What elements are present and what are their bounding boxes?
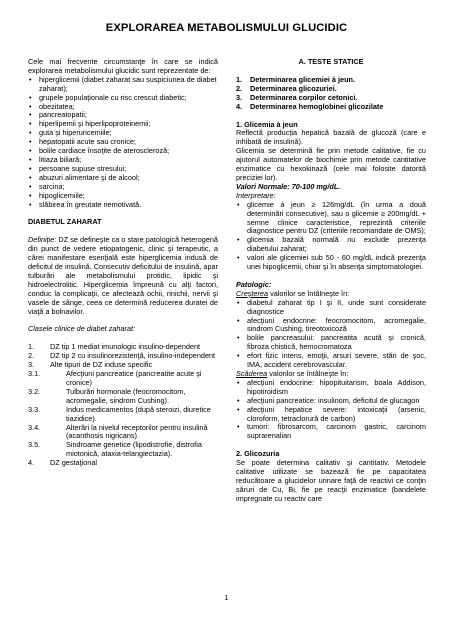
list-item: • slăbirea în greutate nemotivată.	[28, 201, 218, 210]
list-item: • grupele populaţionale cu risc crescut diabetic;	[28, 94, 218, 103]
list-item: 1. Determinarea glicemiei à jeun.	[236, 74, 356, 84]
interpretation-label: Interpretare:	[236, 190, 276, 200]
definition-paragraph	[28, 236, 218, 316]
list-item: 3.3. Indus medicamentos (după steroizi, diuretice tiazidice).	[28, 404, 211, 423]
list-item: • efort fizic intens, emoţii, arsuri severe, stări de şoc, IMA, accident cerebrovascular.	[236, 352, 426, 370]
list-item: 4. DZ gestaţional	[28, 458, 98, 468]
class4-list	[28, 459, 218, 468]
glicozuria-heading: 2. Glicozuria	[236, 449, 280, 459]
list-item: • diabetul zaharat tip I şi II, unde sunt considerate diagnostice	[236, 299, 426, 317]
list-item: 1. DZ tip 1 mediat imunologic insulino-dependent	[28, 342, 201, 352]
patologic-label: Patologic:	[236, 279, 272, 289]
definition-label: Definiţie:	[28, 235, 57, 245]
list-item: • abuzuri alimentare şi de alcool;	[28, 174, 218, 183]
list-item: • sarcina;	[28, 183, 218, 192]
left-column	[28, 58, 218, 468]
list-item: • valori ale glicemiei sub 50 - 60 mg/dL indică prezenţa unei hipoglicemii, chiar şi în absenţa simptomatologiei.	[236, 254, 426, 272]
static-tests-list	[236, 76, 426, 112]
list-item: • glicemia bazală normală nu exclude prezenţa diabetului zaharat;	[236, 236, 426, 254]
section-heading: A. TESTE STATICE	[298, 57, 364, 66]
intro-paragraph: Cele mai frecvente circumstanţe în care se indică explorarea metabolismului glucidic sunt reprezentate de:	[28, 57, 218, 75]
list-item: • bolile pancreasului: pancreatita acută şi cronică, fibroza chistică, hemocromatoza	[236, 334, 426, 352]
decrease-list	[236, 379, 426, 441]
list-item: • pancreatopatii;	[28, 111, 218, 120]
list-item: • hiperlipemii şi hiperlipoproteinemii;	[28, 120, 218, 129]
list-item: • afecţiuni endocrine: hipopituitarism, boala Addison, hipotiroidism	[236, 379, 426, 397]
list-item: • hepatopatii acute sau cronice;	[28, 138, 218, 147]
list-item: • tumori: fibrosarcom, carcinom gastric, carcinom suprarenalian	[236, 423, 426, 441]
list-item: • afecţiuni endocrine: feocromocitom, acromegalie, sindrom Cushing, tireotoxicoză	[236, 317, 426, 335]
list-item: 3.2. Tulburări hormonale (feocromocitom, acromegalie, sindrom Cushing).	[28, 386, 186, 405]
list-item: • obezitatea;	[28, 103, 218, 112]
classes-list	[28, 343, 218, 370]
list-item: 2. DZ tip 2 cu insulinorezistenţă, insulino-independent	[28, 351, 216, 361]
dz-heading: DIABETUL ZAHARAT	[28, 217, 102, 227]
list-item: • glicemie à jeun ≥ 126mg/dL (în urma a două determinări consecutive), sau o glicemie ≥ 200mg/dL + semne clinice caracteristice, reprezintă criteriile diagnostice pentru DZ (criteriile recomandate de OMS);	[236, 201, 426, 237]
list-item: • afecţiuni hepatice severe: intoxicaţii (arsenic, cloroform, tetraclorură de carbon)	[236, 406, 426, 424]
glicemia-p2: Glicemia se determină fie prin metode calitative, fie cu ajutorul automatelor de biochimie prin metode cantitative enzimatice cu hexokinază (cele mai folosite datorită preciziei lor).	[236, 146, 426, 182]
list-item: • afecţiuni pancreatice: insulinom, deficitul de glucagon	[236, 397, 426, 406]
page-title: EXPLORAREA METABOLISMULUI GLUCIDIC	[105, 22, 348, 34]
list-item: • bolile cardiace însoţite de ateroscleroză;	[28, 147, 218, 156]
circumstances-list	[28, 76, 218, 210]
list-item: • hipoglicemiile;	[28, 192, 218, 201]
list-item: 3. Determinarea corpilor cetonici.	[236, 92, 358, 102]
list-item: 3.5. Sindroame genetice (lipodistrofie, distrofia miotonică, ataxia-telangiectazia).	[28, 440, 202, 459]
list-item: • guta şi hiperuricemiile;	[28, 129, 218, 138]
glicozuria-paragraph: Se poate determina calitativ şi cantitativ. Metodele calitative utilizate se bazează fie pe capacitatea reducătoare a glucidelor urinare faţă de reactivi ce conţin săruri de Cu, Bi, fie pe reacţii enzimatice (bandelete impregnate cu reactiv care	[236, 458, 426, 503]
list-item: 2. Determinarea glicozuriei.	[236, 83, 337, 93]
increase-line: Creşterea valorilor se întâlneşte în:	[236, 288, 350, 298]
glicemia-heading: 1. Glicemia à jeun	[236, 119, 298, 129]
list-item: • persoane supuse stresului;	[28, 165, 218, 174]
glicemia-p1: Reflectă producţia hepatică bazală de glucoză (care e inhibată de insulină).	[236, 128, 426, 147]
list-item: • litiaza biliară;	[28, 156, 218, 165]
list-item: 3.4. Alterări la nivelul receptorilor pentru insulină (acanthosis nigricans).	[28, 422, 208, 441]
right-column	[236, 58, 426, 504]
normal-values: Valori Normale: 70-100 mg/dL.	[236, 181, 341, 191]
list-item: 4. Determinarea hemoglobinei glicozilate	[236, 101, 384, 111]
interpretation-list	[236, 201, 426, 272]
list-item: 3. Alte tipuri de DZ induse specific	[28, 360, 153, 370]
list-item: 3.1. Afecţiuni pancreatice (pancreatite acute şi cronice)	[28, 369, 202, 387]
classes-label: Clasele clinice de diabet zaharat:	[28, 324, 136, 334]
list-item: • hiperglicemii (diabet zaharat sau suspiciunea de diabet zaharat);	[28, 76, 218, 94]
page-number: 1	[224, 593, 229, 602]
definition-text: DZ se defineşte ca o stare patologică heterogenă din punct de vedere etiopatogenic, clinic şi terapeutic, a cărei manifestare esenţială este hiperglicemia indusă de deficitul de insulină. Consecutiv deficitului de insulină, apar tulburări ale metabolismului protidic, lipidic şi hidroelectrolitic. Hiperglicemia împreună cu alţi factori, conduc la complicaţii, ce afectează ochii, rinichii, nervii şi vasele de sânge, ceea ce determină reducerea duratei de viaţă a bolnavilor.	[28, 235, 218, 316]
subtypes-list	[28, 370, 218, 459]
decrease-line: Scăderea valorilor se întâlneşte în:	[236, 369, 349, 378]
increase-list	[236, 299, 426, 370]
